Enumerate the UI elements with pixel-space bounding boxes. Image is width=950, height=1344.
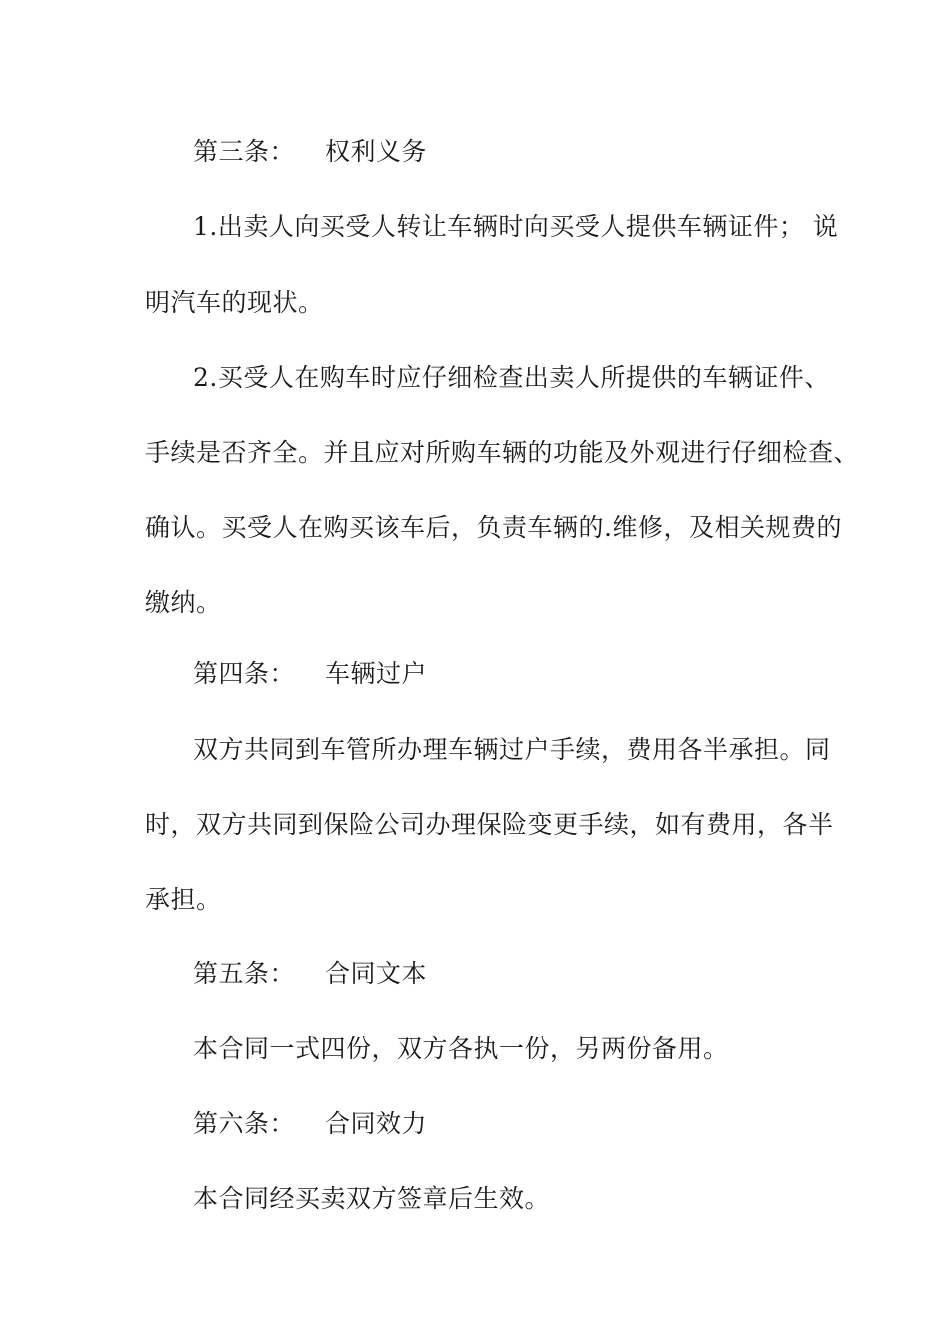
article-3-heading — [193, 136, 883, 168]
article-3-paragraph-1-line-1: 1.出卖人向买受人转让车辆时向买受人提供车辆证件； 说 — [193, 212, 839, 241]
article-3-paragraph-1-line-2: 明汽车的现状。 — [145, 288, 324, 317]
article-6-heading — [193, 1108, 883, 1140]
article-6-title: 合同效力 — [325, 1109, 428, 1138]
article-4-paragraph-1-line-2: 时，双方共同到保险公司办理保险变更手续，如有费用，各半 — [145, 810, 834, 839]
article-4-paragraph-1-line-1: 双方共同到车管所办理车辆过户手续，费用各半承担。同 — [193, 735, 831, 764]
article-3-paragraph-2-line-2: 手续是否齐全。并且应对所购车辆的功能及外观进行仔细检查、 — [145, 438, 860, 467]
article-5-label: 第五条： — [193, 959, 296, 988]
article-4-heading — [193, 658, 883, 690]
article-4-paragraph-1-line-3: 承担。 — [145, 885, 222, 914]
article-3-paragraph-2-line-4: 缴纳。 — [145, 588, 222, 617]
article-4-label: 第四条： — [193, 659, 296, 688]
article-4-title: 车辆过户 — [325, 659, 428, 688]
article-5-paragraph-1-line-1: 本合同一式四份，双方各执一份，另两份备用。 — [193, 1034, 729, 1063]
article-5-title: 合同文本 — [325, 959, 428, 988]
article-6-label: 第六条： — [193, 1109, 296, 1138]
article-6-paragraph-1-line-1: 本合同经买卖双方签章后生效。 — [193, 1184, 551, 1213]
article-3-paragraph-2-line-1: 2.买受人在购车时应仔细检查出卖人所提供的车辆证件、 — [193, 363, 830, 392]
article-3-label: 第三条： — [193, 137, 296, 166]
article-5-heading — [193, 958, 883, 990]
article-3-paragraph-2-line-3: 确认。买受人在购买该车后，负责车辆的.维修，及相关规费的 — [145, 513, 842, 542]
article-3-title: 权利义务 — [325, 137, 428, 166]
